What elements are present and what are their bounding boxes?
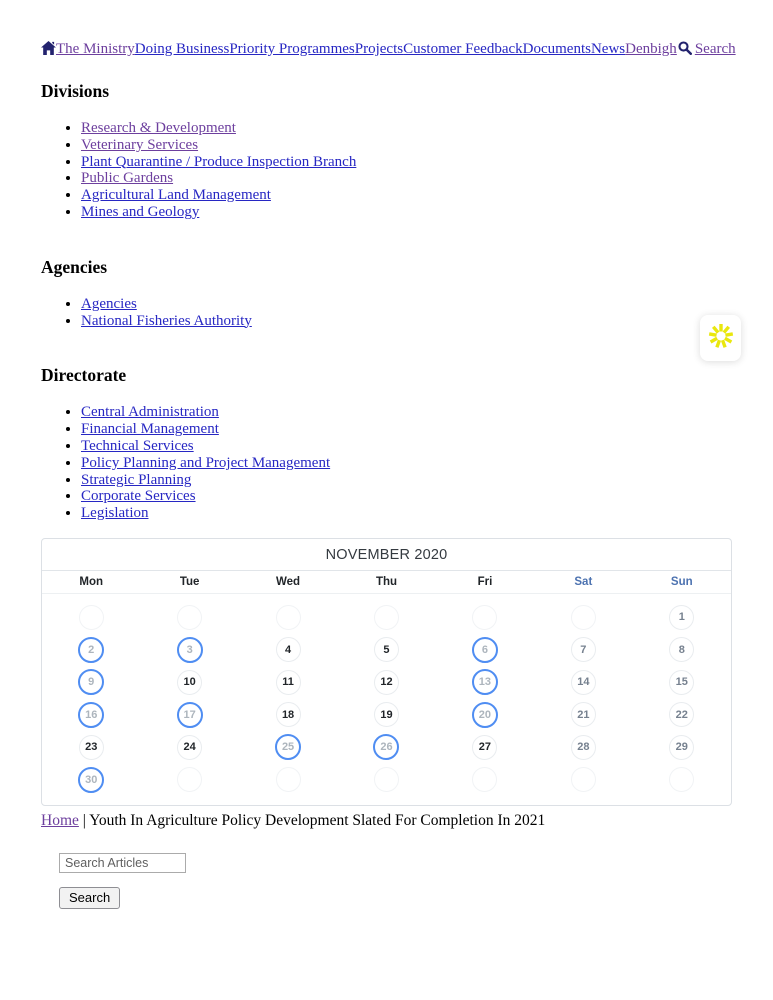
calendar-day-22 [633, 698, 731, 731]
nav-link-the-ministry[interactable]: The Ministry [56, 41, 135, 57]
nav-link-customer-feedback[interactable]: Customer Feedback [403, 41, 523, 57]
link-research-development[interactable]: Research & Development [81, 120, 236, 136]
calendar-day-empty [337, 601, 435, 634]
top-nav [41, 0, 736, 58]
list-item [81, 154, 732, 171]
calendar-day-4 [239, 633, 337, 666]
calendar-day-11 [239, 666, 337, 699]
nav-link-denbigh[interactable]: Denbigh [625, 41, 677, 57]
day-circle-22: 22 [669, 702, 694, 727]
calendar-day-1 [633, 601, 731, 634]
section-heading-directorate: Directorate [41, 365, 127, 386]
calendar-day-21 [534, 698, 632, 731]
calendar-day-27 [436, 731, 534, 764]
list-item [81, 137, 732, 154]
day-circle-28: 28 [571, 735, 596, 760]
nav-search-label: Search [694, 41, 736, 57]
link-mines-and-geology[interactable]: Mines and Geology [81, 203, 200, 220]
calendar-day-20[interactable] [436, 698, 534, 731]
calendar-day-empty [337, 763, 435, 796]
list-item [81, 505, 732, 522]
nav-link-documents[interactable]: Documents [522, 41, 591, 57]
day-circle-17: 17 [177, 702, 203, 728]
calendar-day-grid [42, 594, 731, 805]
section-heading-divisions: Divisions [41, 81, 110, 101]
breadcrumb [41, 812, 732, 830]
day-circle-empty [177, 767, 202, 792]
calendar-day-2[interactable] [42, 633, 140, 666]
day-circle-14: 14 [571, 670, 596, 695]
nav-search-link[interactable] [678, 41, 736, 57]
list-item [81, 488, 732, 505]
day-circle-empty [374, 767, 399, 792]
day-circle-5: 5 [374, 637, 399, 662]
day-circle-13: 13 [472, 669, 498, 695]
day-circle-empty [276, 767, 301, 792]
accessibility-widget-button[interactable] [700, 315, 741, 361]
day-circle-10: 10 [177, 670, 202, 695]
day-circle-11: 11 [276, 670, 301, 695]
calendar-day-3[interactable] [140, 633, 238, 666]
day-circle-16: 16 [78, 702, 104, 728]
calendar-day-14 [534, 666, 632, 699]
day-circle-3: 3 [177, 637, 203, 663]
breadcrumb-page-title: Youth In Agriculture Policy Development Slated For Completion In 2021 [89, 811, 546, 829]
list-item [81, 296, 732, 313]
weekday-fri: Fri [477, 575, 493, 588]
link-public-gardens[interactable]: Public Gardens [81, 170, 174, 187]
day-circle-25: 25 [275, 734, 301, 760]
list-item [81, 170, 732, 187]
calendar-day-28 [534, 731, 632, 764]
day-circle-20: 20 [472, 702, 498, 728]
day-circle-8: 8 [669, 637, 694, 662]
day-circle-empty [177, 605, 202, 630]
calendar-day-empty [140, 763, 238, 796]
list-item [81, 455, 732, 472]
day-circle-9: 9 [78, 669, 104, 695]
section-divisions [41, 81, 732, 221]
day-circle-empty [571, 605, 596, 630]
day-circle-30: 30 [78, 767, 104, 793]
day-circle-23: 23 [79, 735, 104, 760]
calendar-month-title: NOVEMBER 2020 [42, 539, 731, 571]
weekday-thu: Thu [375, 575, 398, 588]
nav-link-doing-business[interactable]: Doing Business [134, 41, 230, 57]
calendar-day-10 [140, 666, 238, 699]
day-circle-empty [669, 767, 694, 792]
calendar-day-8 [633, 633, 731, 666]
calendar-day-17[interactable] [140, 698, 238, 731]
weekday-mon: Mon [79, 575, 104, 588]
day-circle-empty [472, 605, 497, 630]
calendar-day-empty [140, 601, 238, 634]
day-circle-24: 24 [177, 735, 202, 760]
link-technical-services[interactable]: Technical Services [81, 437, 194, 454]
calendar-day-12 [337, 666, 435, 699]
section-link-list [41, 296, 732, 330]
link-policy-planning-and-project-management[interactable]: Policy Planning and Project Management [81, 454, 331, 471]
section-link-list [41, 404, 732, 522]
calendar-day-empty [436, 601, 534, 634]
calendar-day-26[interactable] [337, 731, 435, 764]
list-item [81, 472, 732, 489]
nav-link-news[interactable]: News [590, 41, 626, 57]
day-circle-19: 19 [374, 702, 399, 727]
link-agencies[interactable]: Agencies [81, 295, 137, 312]
link-strategic-planning[interactable]: Strategic Planning [81, 471, 192, 488]
calendar-day-18 [239, 698, 337, 731]
day-circle-18: 18 [276, 702, 301, 727]
breadcrumb-home-link[interactable]: Home [41, 811, 79, 829]
section-heading-agencies: Agencies [41, 256, 108, 277]
day-circle-6: 6 [472, 637, 498, 663]
weekday-sat: Sat [574, 575, 593, 588]
day-circle-1: 1 [669, 605, 694, 630]
calendar-day-empty [42, 601, 140, 634]
calendar-day-30[interactable] [42, 763, 140, 796]
day-circle-empty [79, 605, 104, 630]
calendar-day-24 [140, 731, 238, 764]
nav-link-projects[interactable]: Projects [354, 41, 404, 57]
calendar-day-5 [337, 633, 435, 666]
calendar-day-29 [633, 731, 731, 764]
day-circle-4: 4 [276, 637, 301, 662]
calendar-day-empty [239, 763, 337, 796]
calendar-day-15 [633, 666, 731, 699]
link-financial-management[interactable]: Financial Management [81, 421, 219, 438]
link-national-fisheries-authority[interactable]: National Fisheries Authority [81, 312, 252, 329]
list-item [81, 204, 732, 221]
calendar-day-empty [534, 601, 632, 634]
day-circle-7: 7 [571, 637, 596, 662]
link-corporate-services[interactable]: Corporate Services [81, 488, 196, 505]
calendar-day-16[interactable] [42, 698, 140, 731]
breadcrumb-separator: | [82, 811, 86, 829]
calendar-day-empty [633, 763, 731, 796]
day-circle-27: 27 [472, 735, 497, 760]
calendar-day-25[interactable] [239, 731, 337, 764]
day-circle-empty [472, 767, 497, 792]
list-item [81, 404, 732, 421]
link-central-administration[interactable]: Central Administration [81, 404, 219, 421]
events-calendar [41, 538, 732, 806]
calendar-day-9[interactable] [42, 666, 140, 699]
day-circle-15: 15 [669, 670, 694, 695]
day-circle-empty [276, 605, 301, 630]
link-veterinary-services[interactable]: Veterinary Services [81, 136, 199, 153]
day-circle-2: 2 [78, 637, 104, 663]
weekday-sun: Sun [670, 575, 693, 588]
section-link-list [41, 120, 732, 221]
list-item [81, 313, 732, 330]
article-search-button[interactable]: Search [59, 887, 120, 909]
calendar-day-19 [337, 698, 435, 731]
link-agricultural-land-management[interactable]: Agricultural Land Management [81, 187, 271, 204]
home-icon[interactable] [41, 41, 56, 57]
weekday-tue: Tue [179, 575, 200, 588]
link-plant-quarantine-produce-inspection-branch[interactable]: Plant Quarantine / Produce Inspection Branch [81, 153, 357, 170]
section-agencies [41, 257, 732, 330]
weekday-wed: Wed [276, 575, 301, 588]
calendar-day-empty [239, 601, 337, 634]
calendar-day-empty [436, 763, 534, 796]
calendar-day-empty [534, 763, 632, 796]
calendar-day-13[interactable] [436, 666, 534, 699]
calendar-day-6[interactable] [436, 633, 534, 666]
day-circle-empty [374, 605, 399, 630]
list-item [81, 421, 732, 438]
article-search-input[interactable] [59, 853, 186, 873]
nav-links [56, 41, 677, 57]
calendar-weekday-header [42, 571, 731, 594]
sunburst-icon [707, 322, 735, 355]
day-circle-12: 12 [374, 670, 399, 695]
link-legislation[interactable]: Legislation [81, 505, 149, 522]
article-search-form [59, 853, 732, 909]
link-sections [41, 81, 732, 522]
day-circle-21: 21 [571, 702, 596, 727]
day-circle-26: 26 [373, 734, 399, 760]
list-item [81, 120, 732, 137]
nav-link-priority-programmes[interactable]: Priority Programmes [229, 41, 355, 57]
day-circle-empty [571, 767, 596, 792]
calendar-day-7 [534, 633, 632, 666]
day-circle-29: 29 [669, 735, 694, 760]
calendar-day-23 [42, 731, 140, 764]
list-item [81, 187, 732, 204]
list-item [81, 438, 732, 455]
section-directorate [41, 365, 732, 522]
